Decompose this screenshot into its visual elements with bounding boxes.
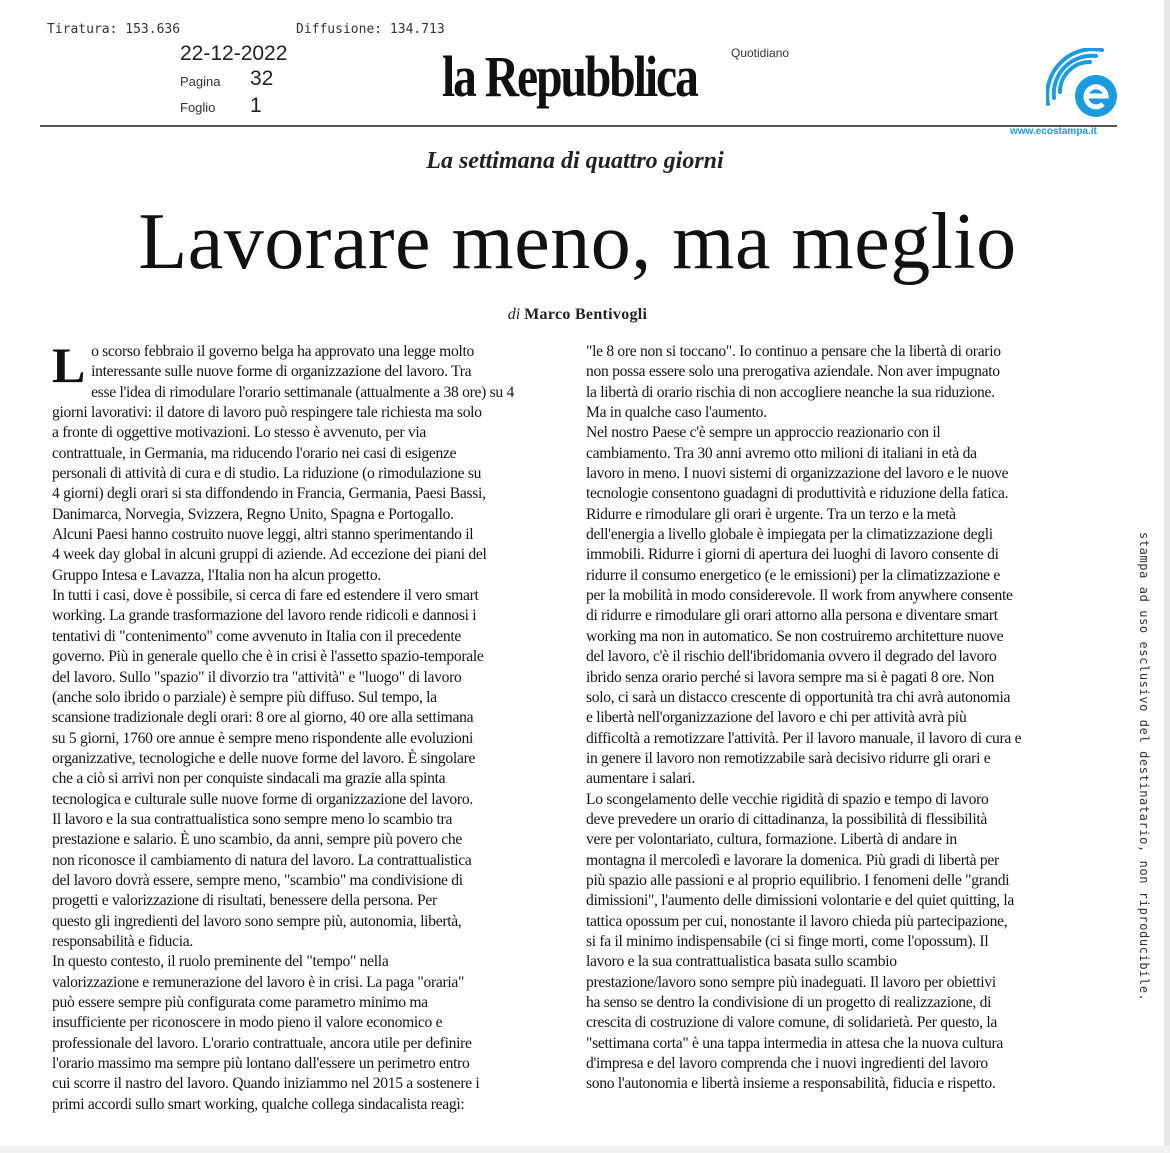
article-line: 4 giorni) degli orari si sta diffondendo in Francia, Germania, Paesi Bassi, (52, 485, 486, 503)
article-line: a fronte di oggettive motivazioni. Lo stesso è avvenuto, per via (52, 424, 427, 442)
article-line: tattica opossum per cui, nonostante il lavoro chieda più partecipazione, (586, 912, 1008, 930)
article-line: 4 week day global in alcuni gruppi di aziende. Ad eccezione dei piani del (52, 546, 487, 564)
article-line: immobili. Ridurre i giorni di apertura dei luoghi di lavoro consente di (586, 546, 999, 564)
article-column-right (586, 342, 1108, 1095)
pagina-label: Pagina (180, 74, 221, 89)
article-line: questo gli ingredienti del lavoro sono sempre più, autonomia, libertà, (52, 912, 462, 930)
article-line: In questo contesto, il ruolo preminente del "tempo" nella (52, 953, 389, 971)
ecostampa-logo-icon (1046, 48, 1120, 120)
article-line: tecnologie consentono guadagni di produttività e riduzione della fatica. (586, 485, 1009, 503)
article-column-left (52, 337, 574, 1115)
article-line: o scorso febbraio il governo belga ha approvato una legge molto (91, 343, 475, 360)
article-line: Il lavoro e la sua contrattualistica sono sempre meno lo scambio tra (52, 810, 453, 828)
article-line: tecnologica e culturale sulle nuove forme di organizzazione del lavoro. (52, 790, 473, 808)
article-line: scansione tradizionale degli orari: 8 ore al giorno, 40 ore alla settimana (52, 709, 474, 727)
article-line: si fa il minimo indispensabile (ci si finge morti, come l'opossum). Il (586, 932, 989, 950)
article-line: tentativi di "contenimento" come avvenuto in Italia con il precedente (52, 627, 462, 645)
article-line: del lavoro, c'è il rischio dell'ibridomania ovvero il degrado del lavoro (586, 648, 997, 666)
article-line: cambiamento. Tra 30 anni avremo otto milioni di italiani in età da (586, 444, 977, 462)
foglio-label: Foglio (180, 100, 216, 115)
article-line: personali di attività di cura e di studio. La riduzione (o rimodulazione su (52, 465, 482, 483)
article-line: valorizzazione e remunerazione del lavoro è in crisi. La paga "oraria" (52, 973, 465, 991)
article-line: ridurre il consumo energetico (e le emissioni) per la climatizzazione e (586, 566, 1000, 584)
foglio-value: 1 (250, 94, 262, 117)
header-rule (40, 125, 1117, 127)
article-kicker: La settimana di quattro giorni (426, 148, 724, 174)
pagina-value: 32 (250, 67, 274, 90)
article-line: prestazione e salario. È uno scambio, da anni, sempre più povero che (52, 831, 463, 849)
article-line: progetti e valorizzazione di risultati, benessere della persona. Per (52, 892, 437, 910)
article-line: dell'energia a livello globale è impiegata per la climatizzazione degli (586, 526, 993, 544)
byline-prefix: di (507, 306, 521, 323)
article-line: deve prevedere un orario di cittadinanza, la possibilità di flessibilità (586, 810, 988, 828)
article-line: giorni lavorativi: il datore di lavoro può respingere tale richiesta ma solo (52, 404, 482, 422)
article-byline (0, 306, 1155, 324)
article-line: non riconosce il cambiamento di natura del lavoro. La contrattualistica (52, 851, 472, 869)
article-line: In tutti i casi, dove è possibile, si cerca di fare ed estendere il vero smart (52, 587, 479, 605)
article-line: responsabilità e fiducia. (52, 932, 194, 950)
article-line: che a ciò si arrivi non per conquiste sindacali ma grazie alla spinta (52, 770, 446, 788)
article-line: lavoro e la sua contrattualistica basata sullo scambio (586, 953, 897, 971)
quotidiano-label: Quotidiano (731, 46, 790, 60)
article-line: vere per volontariato, cultura, formazione. Libertà di andare in (586, 831, 957, 849)
article-line: aumentare i salari. (586, 770, 696, 788)
article-line: per la mobilità in modo considerevole. Il work from anywhere consente (586, 587, 1013, 605)
article-line: Lo scongelamento delle vecchie rigidità di spazio e tempo di lavoro (586, 790, 989, 808)
article-line: Alcuni Paesi hanno costruito nuove leggi, altri stanno sperimentando il (52, 526, 474, 544)
article-line: d'impresa e del lavoro comprenda che i nuovi ingredienti del lavoro (586, 1055, 988, 1073)
byline-author: Marco Bentivogli (524, 306, 648, 323)
article-line: (anche solo ibrido o parziale) è sempre più diffuso. Sul tempo, la (52, 688, 437, 706)
article-line: dimissioni", l'aumento delle dimissioni volontarie e del quiet quitting, la (586, 892, 1015, 910)
tiratura-label: Tiratura: 153.636 (47, 22, 181, 37)
article-line: Danimarca, Norvegia, Svizzera, Regno Unito, Spagna e Portogallo. (52, 505, 454, 523)
article-line: contrattuale, in Germania, ma riducendo l'orario nei casi di esigenze (52, 444, 457, 462)
article-line: "settimana corta" è una tappa intermedia in attesa che la nuova cultura (586, 1034, 1004, 1052)
article-line: ha senso se dentro la condivisione di un progetto di realizzazione, di (586, 994, 992, 1011)
article-line: in genere il lavoro non remotizzabile sarà decisivo ridurre gli orari e (586, 749, 991, 767)
article-line: professionale del lavoro. L'orario contrattuale, ancora utile per definire (52, 1034, 472, 1052)
article-line: Gruppo Intesa e Lavazza, l'Italia non ha alcun progetto. (52, 566, 381, 584)
diffusione-label: Diffusione: 134.713 (296, 22, 445, 37)
article-line: di ridurre e rimodulare gli orari attorno alla persona e diventare smart (586, 607, 998, 625)
article-line: esse l'idea di rimodulare l'orario settimanale (attualmente a 38 ore) su 4 (91, 383, 514, 401)
article-line: interessante sulle nuove forme di organizzazione del lavoro. Tra (91, 363, 472, 381)
article-line: l'orario massimo ma sempre più lontano dall'essere un perimetro entro (52, 1055, 470, 1073)
article-line: la libertà di orario rischia di non accogliere neanche la sua riduzione. (586, 383, 995, 401)
article-line: insufficiente per riconoscere in modo pieno il valore economico e (52, 1014, 443, 1032)
article-line: non possa essere solo una prerogativa aziendale. Non aver impugnato (586, 363, 1000, 381)
article-line: Ma in qualche caso l'aumento. (586, 404, 767, 422)
dropcap: L (52, 337, 86, 393)
article-line: working. La grande trasformazione del lavoro rende ridicoli e dannosi i (52, 607, 477, 625)
article-line: sono l'autonomia e libertà insieme a responsabilità, fiducia e rispetto. (586, 1075, 996, 1093)
copyright-notice: stampa ad uso esclusivo del destinatario, non riproducibile. (1137, 532, 1151, 1002)
article-line: difficoltà a remotizzare l'attività. Per il lavoro manuale, il lavoro di cura e (586, 729, 1022, 747)
article-line: lavoro in meno. I nuovi sistemi di organizzazione del lavoro e le nuove (586, 465, 1009, 483)
article-headline: Lavorare meno, ma meglio (138, 198, 1017, 286)
article-line: montagna il mercoledì e lavorare la domenica. Più gradi di libertà per (586, 851, 999, 869)
article-line: più spazio alle passioni e al proprio equilibrio. I fenomeni delle "grandi (586, 871, 1010, 889)
article-line: ibrido senza orario perché si lavora sempre ma si è pagati 8 ore. Non (586, 668, 994, 686)
article-line: organizzative, tecnologiche e delle nuove forme del lavoro. È singolare (52, 749, 476, 767)
article-line: Ridurre e rimodulare gli orari è urgente. Tra un terzo e la metà (586, 505, 956, 523)
article-line: primi accordi sullo smart working, qualche collega sindacalista reagì: (52, 1095, 465, 1113)
page-bottom-edge (0, 1146, 1170, 1153)
article-line: su 5 giorni, 1760 ore annue è sempre meno rispondente alle evoluzioni (52, 729, 474, 747)
article-line: Nel nostro Paese c'è sempre un approccio reazionario con il (586, 424, 941, 442)
newspaper-masthead: la Repubblica (442, 44, 697, 109)
page-edge (1164, 0, 1170, 1153)
ecostampa-url: www.ecostampa.it (1010, 126, 1097, 137)
article-line: del lavoro. Sullo "spazio" il divorzio tra "attività" e "luogo" di lavoro (52, 668, 462, 686)
article-line: può essere sempre più configurata come parametro minimo ma (52, 994, 428, 1011)
article-line: prestazione/lavoro sono sempre più inadeguati. Il lavoro per obiettivi (586, 973, 996, 991)
article-line: working ma non in automatico. Se non costruiremo architetture nuove (586, 627, 1004, 645)
article-line: del lavoro dovrà essere, sempre meno, "scambio" ma condivisione di (52, 871, 463, 889)
article-line: cui scorre il nastro del lavoro. Quando iniziammo nel 2015 a sostenere i (52, 1075, 480, 1093)
article-line: crescita di costruzione di valore comune, di solidarietà. Per questo, la (586, 1014, 997, 1032)
article-line: "le 8 ore non si toccano". Io continuo a pensare che la libertà di orario (586, 343, 1001, 360)
publication-date: 22-12-2022 (180, 42, 288, 65)
article-line: solo, ci sarà un distacco crescente di opportunità tra chi avrà autonomia (586, 688, 1011, 706)
article-line: governo. Più in generale quello che è in crisi è l'assetto spazio-temporale (52, 648, 484, 666)
article-line: e libertà nell'organizzazione del lavoro e chi per attività avrà più (586, 709, 967, 727)
